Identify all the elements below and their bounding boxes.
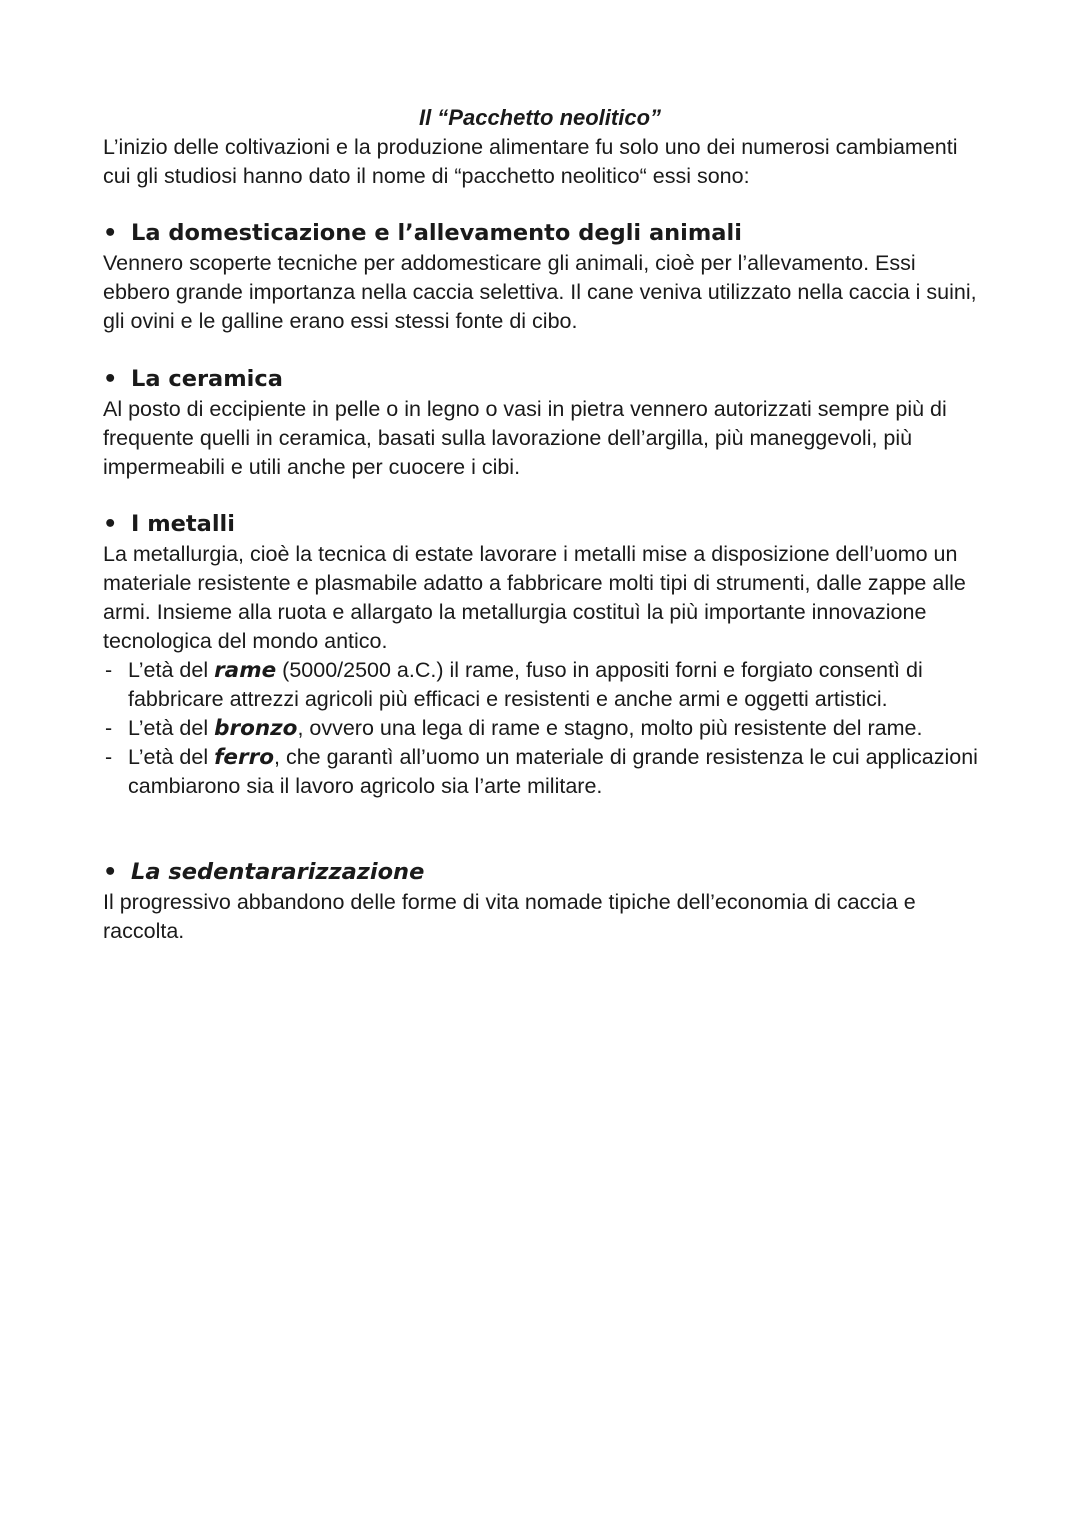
list-item-prefix: L’età del	[128, 716, 215, 740]
dash-icon: -	[105, 658, 113, 682]
section-heading-label: I metalli	[131, 511, 235, 537]
section-heading-label: La ceramica	[131, 366, 283, 392]
section-text-domestication: Vennero scoperte tecniche per addomesticare gli animali, cioè per l’allevamento. Essi ebbero grande importanza nella caccia selettiva. Il cane veniva utilizzato nella caccia i suini, gli ovini e le galline erano essi stessi fonte di cibo.	[103, 251, 977, 333]
bullet-icon: •	[103, 366, 118, 392]
list-item	[103, 714, 993, 743]
list-item	[103, 743, 993, 801]
section-text-sedentarization: Il progressivo abbandono delle forme di vita nomade tipiche dell’economia di caccia e raccolta.	[103, 890, 916, 943]
section-heading-domestication	[103, 218, 983, 248]
section-heading-metals	[103, 509, 983, 539]
page-title: Il “Pacchetto neolitico”	[418, 105, 662, 130]
intro-paragraph: L’inizio delle coltivazioni e la produzione alimentare fu solo uno dei numerosi cambiamenti cui gli studiosi hanno dato il nome di “pacchetto neolitico“ essi sono:	[103, 135, 958, 188]
section-text-metals: La metallurgia, cioè la tecnica di estate lavorare i metalli mise a disposizione dell’uomo un materiale resistente e plasmabile adatto a fabbricare molti tipi di strumenti, dalle zappe alle armi. Insieme alla ruota e allargato la metallurgia costituì la più importante innovazione tecnologica del mondo antico.	[103, 542, 966, 653]
list-item-keyword: ferro	[214, 745, 274, 770]
section-heading-ceramics	[103, 364, 983, 394]
list-item-keyword: bronzo	[214, 716, 298, 741]
dash-icon: -	[105, 716, 113, 740]
list-item	[103, 656, 993, 714]
bullet-icon: •	[103, 859, 118, 885]
list-item-text: (5000/2500 a.C.) il rame, fuso in appositi forni e forgiato consentì di fabbricare attrezzi agricoli più efficaci e resistenti e anche armi e oggetti artistici.	[128, 658, 923, 711]
list-item-prefix: L’età del	[128, 658, 215, 682]
section-text-ceramics: Al posto di eccipiente in pelle o in legno o vasi in pietra vennero autorizzati sempre più di frequente quelli in ceramica, basati sulla lavorazione dell’argilla, più maneggevoli, più impermeabili e utili anche per cuocere i cibi.	[103, 397, 947, 479]
metal-ages-list	[103, 656, 993, 801]
list-item-text: , ovvero una lega di rame e stagno, molto più resistente del rame.	[297, 716, 923, 740]
list-item-keyword: rame	[214, 658, 277, 683]
list-item-text: , che garantì all’uomo un materiale di grande resistenza le cui applicazioni cambiarono sia il lavoro agricolo sia l’arte militare.	[128, 745, 978, 798]
bullet-icon: •	[103, 220, 118, 246]
section-heading-label: La domesticazione e l’allevamento degli animali	[131, 220, 742, 246]
list-item-prefix: L’età del	[128, 745, 215, 769]
bullet-icon: •	[103, 511, 118, 537]
section-heading-label: La sedentararizzazione	[131, 859, 425, 885]
dash-icon: -	[105, 745, 113, 769]
section-heading-sedentarization	[103, 857, 983, 887]
